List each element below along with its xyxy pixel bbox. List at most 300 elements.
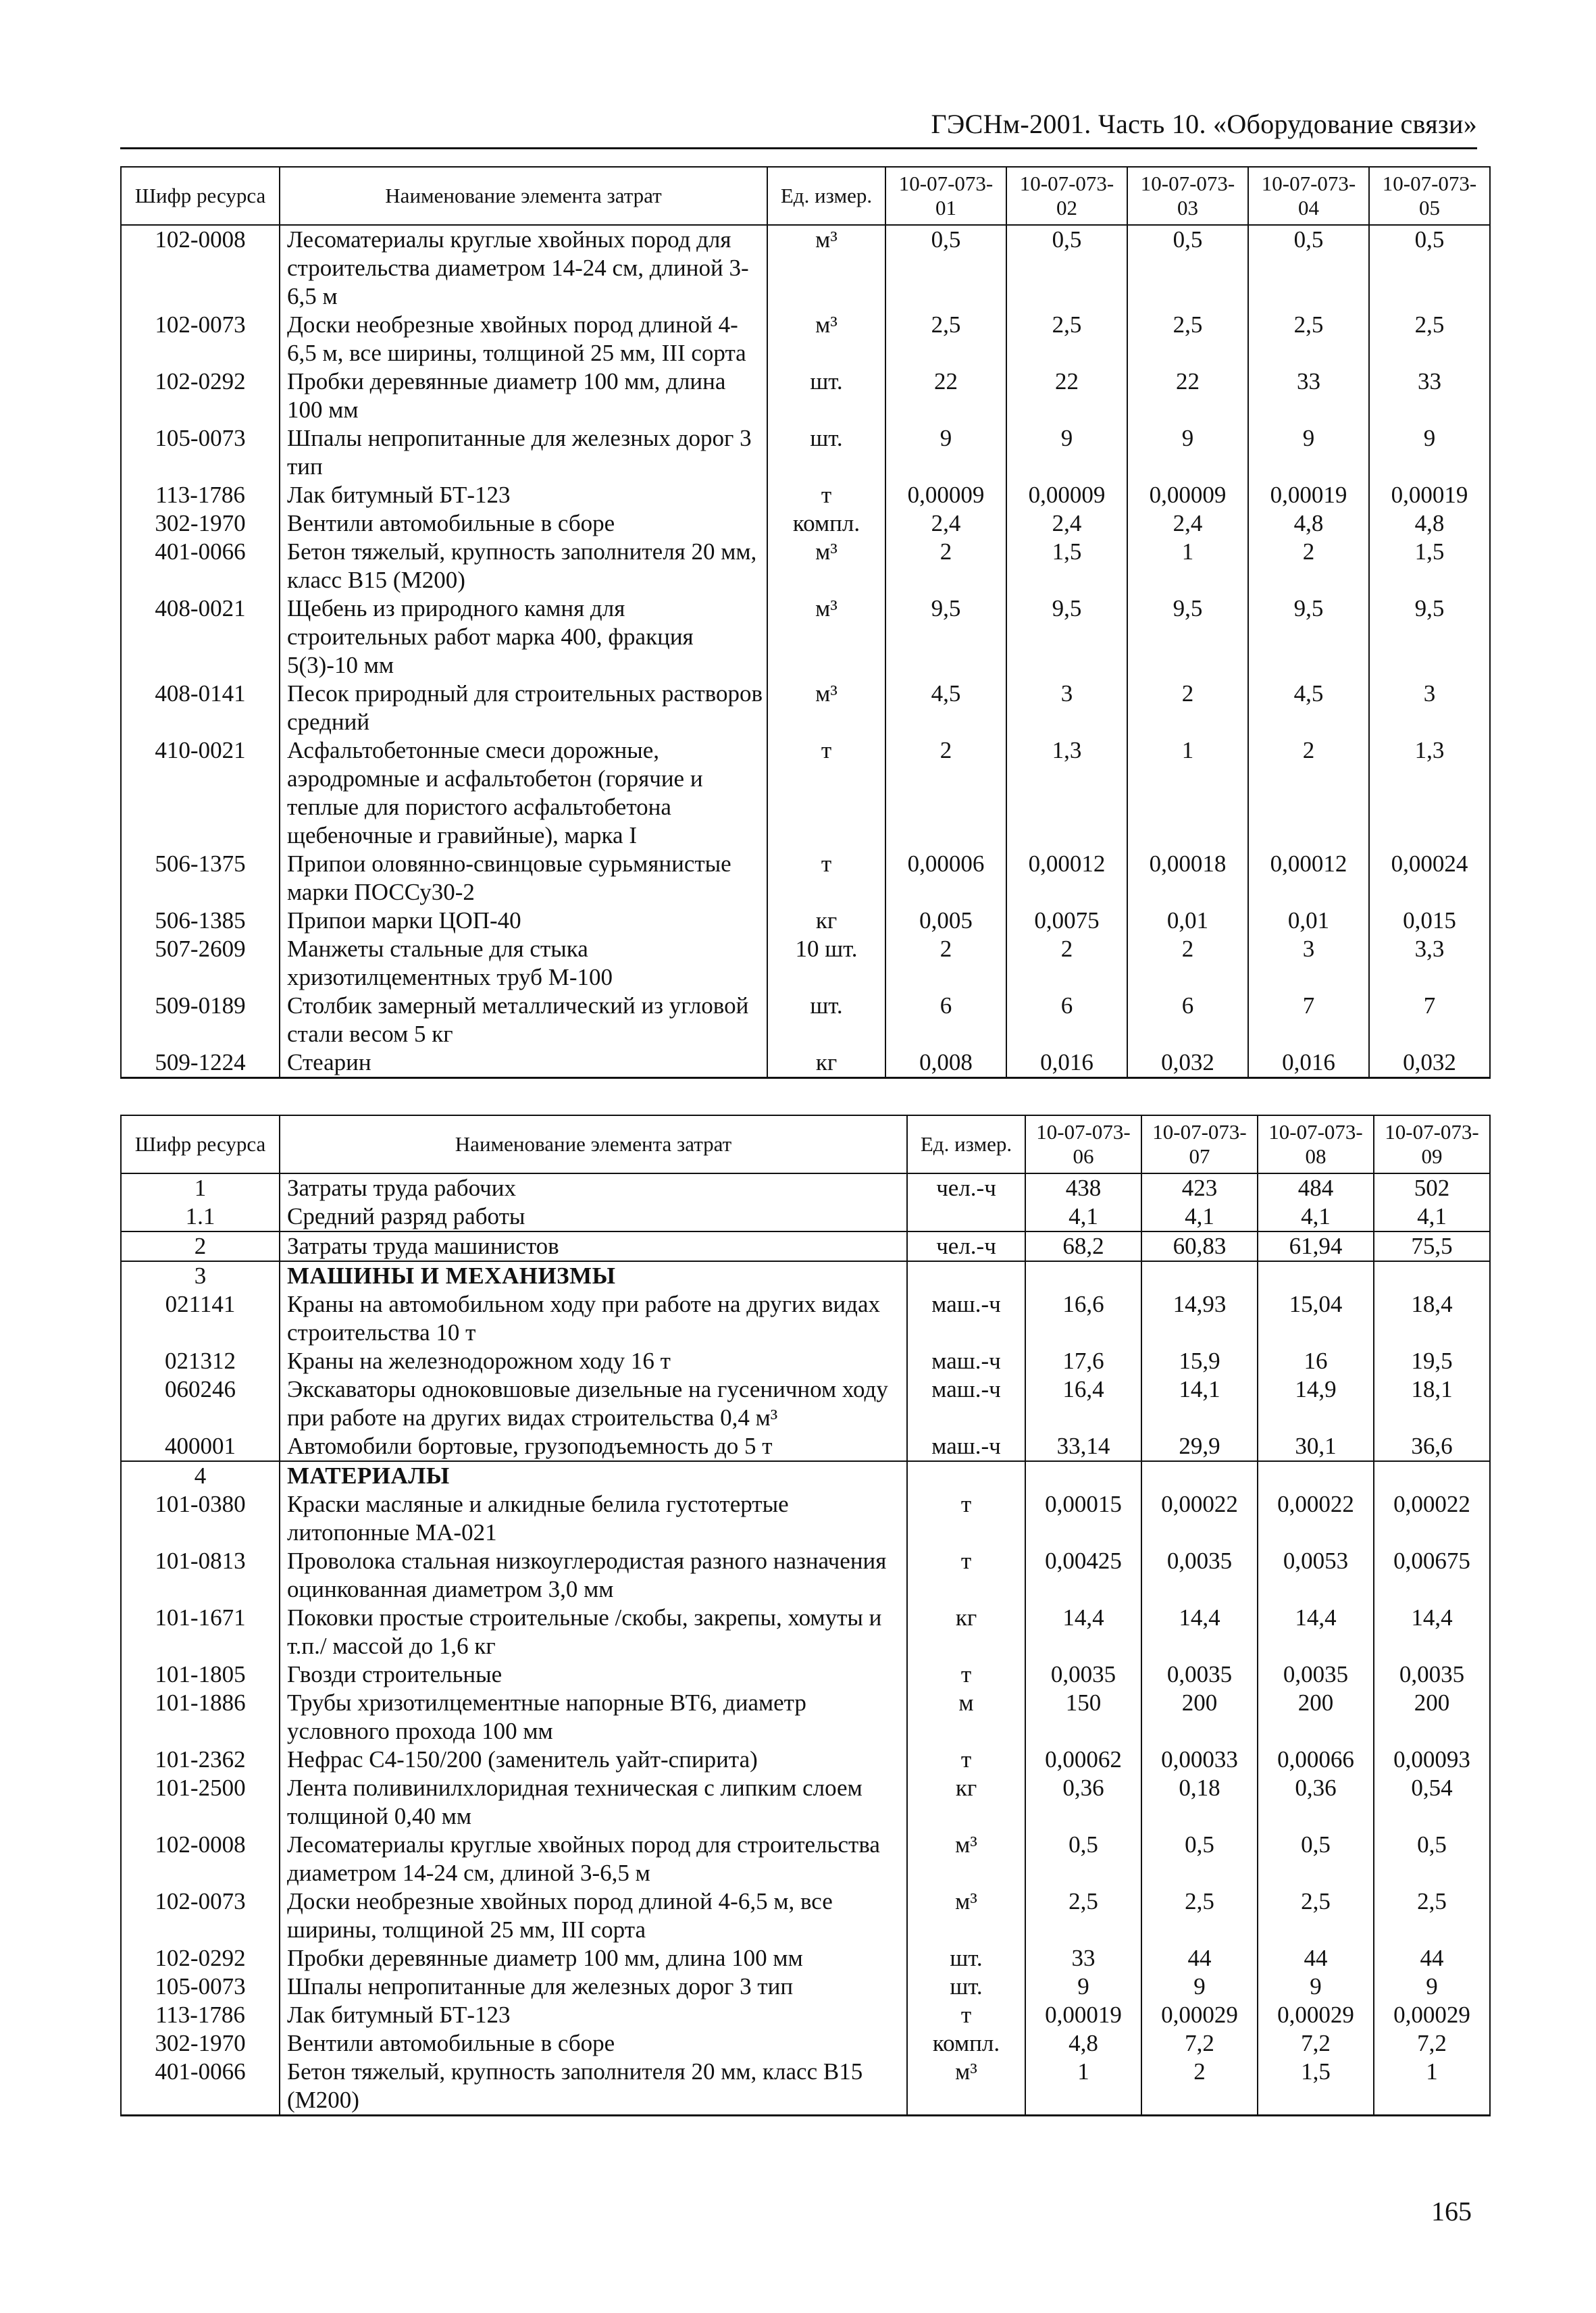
value-cell: 6 — [885, 992, 1006, 1048]
value-cell: 0,00024 — [1369, 850, 1490, 907]
value-cell: 0,016 — [1248, 1048, 1369, 1078]
resource-code-cell: 506-1375 — [121, 850, 280, 907]
col-header-code: Шифр ресурса — [121, 167, 280, 225]
value-cell: 4,1 — [1258, 1202, 1374, 1231]
value-cell: 7 — [1248, 992, 1369, 1048]
unit-cell: м³ — [767, 311, 885, 367]
value-cell: 9,5 — [1127, 594, 1248, 680]
table-row — [121, 367, 1490, 424]
col-header-code: Шифр ресурса — [121, 1115, 280, 1173]
value-cell: 33 — [1248, 367, 1369, 424]
value-cell: 2,5 — [1127, 311, 1248, 367]
value-cell: 0,5 — [1248, 225, 1369, 311]
unit-cell: маш.-ч — [907, 1375, 1025, 1432]
resource-code-cell: 302-1970 — [121, 2029, 280, 2058]
resource-code-cell: 101-1886 — [121, 1689, 280, 1746]
value-cell: 16,6 — [1025, 1290, 1141, 1347]
value-cell: 0,0035 — [1258, 1660, 1374, 1689]
resource-code-cell: 401-0066 — [121, 538, 280, 594]
value-cell — [1025, 1461, 1141, 1490]
resource-code-cell: 408-0021 — [121, 594, 280, 680]
value-cell: 0,5 — [1006, 225, 1127, 311]
resource-code-cell: 102-0008 — [121, 225, 280, 311]
table-row — [121, 538, 1490, 594]
resource-name-cell: Шпалы непропитанные для железных дорог 3 тип — [280, 1973, 907, 2001]
value-cell: 0,54 — [1374, 1774, 1490, 1831]
resource-code-cell: 021312 — [121, 1347, 280, 1375]
table-body-2 — [121, 1173, 1490, 2116]
value-cell: 22 — [885, 367, 1006, 424]
unit-cell: шт. — [907, 1944, 1025, 1973]
table-row — [121, 1347, 1490, 1375]
table-row — [121, 1048, 1490, 1078]
resource-table-2 — [120, 1115, 1491, 2116]
value-cell: 1 — [1374, 2058, 1490, 2116]
value-cell: 22 — [1127, 367, 1248, 424]
resource-name-cell: Поковки простые строительные /скобы, закрепы, хомуты и т.п./ массой до 1,6 кг — [280, 1604, 907, 1660]
table-row — [121, 736, 1490, 850]
value-cell: 0,0035 — [1025, 1660, 1141, 1689]
table-row — [121, 1432, 1490, 1461]
resource-name-cell: Припои марки ЦОП-40 — [280, 907, 767, 935]
value-cell: 0,00019 — [1369, 481, 1490, 509]
value-cell: 438 — [1025, 1173, 1141, 1202]
value-cell: 1,3 — [1006, 736, 1127, 850]
value-cell: 4,8 — [1369, 509, 1490, 538]
value-cell: 0,00009 — [885, 481, 1006, 509]
value-cell: 2,4 — [885, 509, 1006, 538]
table-row — [121, 1231, 1490, 1261]
resource-name-cell: Краны на автомобильном ходу при работе на других видах строительства 10 т — [280, 1290, 907, 1347]
table-row — [121, 1973, 1490, 2001]
value-cell: 0,00019 — [1025, 2001, 1141, 2029]
table-row — [121, 311, 1490, 367]
value-cell: 0,5 — [1258, 1831, 1374, 1887]
value-cell: 75,5 — [1374, 1231, 1490, 1261]
value-cell: 0,5 — [1127, 225, 1248, 311]
value-cell: 14,4 — [1374, 1604, 1490, 1660]
value-cell: 0,00022 — [1258, 1490, 1374, 1547]
value-cell: 9,5 — [1369, 594, 1490, 680]
value-cell: 3 — [1006, 680, 1127, 736]
value-cell: 44 — [1258, 1944, 1374, 1973]
resource-code-cell: 507-2609 — [121, 935, 280, 992]
value-cell: 0,00009 — [1127, 481, 1248, 509]
value-cell: 4,8 — [1248, 509, 1369, 538]
unit-cell: шт. — [767, 424, 885, 481]
value-cell: 0,00029 — [1258, 2001, 1374, 2029]
value-cell: 4,8 — [1025, 2029, 1141, 2058]
value-cell: 60,83 — [1141, 1231, 1258, 1261]
table-row — [121, 225, 1490, 311]
resource-name-cell: Манжеты стальные для стыка хризотилцементных труб М-100 — [280, 935, 767, 992]
value-cell: 30,1 — [1258, 1432, 1374, 1461]
value-cell: 17,6 — [1025, 1347, 1141, 1375]
value-cell: 4,1 — [1025, 1202, 1141, 1231]
unit-cell: маш.-ч — [907, 1432, 1025, 1461]
col-header-norm: 10-07-073-03 — [1127, 167, 1248, 225]
value-cell: 1,5 — [1369, 538, 1490, 594]
resource-code-cell: 105-0073 — [121, 1973, 280, 2001]
value-cell: 2,5 — [885, 311, 1006, 367]
resource-code-cell: 101-0380 — [121, 1490, 280, 1547]
resource-name-cell: Затраты труда рабочих — [280, 1173, 907, 1202]
value-cell: 3 — [1369, 680, 1490, 736]
resource-name-cell: Припои оловянно-свинцовые сурьмянистые марки ПОССу30-2 — [280, 850, 767, 907]
resource-code-cell: 101-2362 — [121, 1746, 280, 1774]
value-cell: 0,00012 — [1248, 850, 1369, 907]
value-cell: 0,00093 — [1374, 1746, 1490, 1774]
value-cell: 9 — [1369, 424, 1490, 481]
unit-cell: м³ — [767, 225, 885, 311]
value-cell: 1 — [1127, 736, 1248, 850]
table-header-row — [121, 167, 1490, 225]
resource-code-cell: 1.1 — [121, 1202, 280, 1231]
resource-code-cell: 3 — [121, 1261, 280, 1290]
resource-name-cell: Проволока стальная низкоуглеродистая разного назначения оцинкованная диаметром 3,0 мм — [280, 1547, 907, 1604]
value-cell — [1374, 1261, 1490, 1290]
unit-cell: т — [907, 1660, 1025, 1689]
table-row — [121, 1547, 1490, 1604]
value-cell: 0,18 — [1141, 1774, 1258, 1831]
unit-cell: чел.-ч — [907, 1173, 1025, 1202]
table-row — [121, 2001, 1490, 2029]
table-row — [121, 1774, 1490, 1831]
resource-code-cell: 102-0073 — [121, 311, 280, 367]
table-row — [121, 2058, 1490, 2116]
resource-name-cell: Асфальтобетонные смеси дорожные, аэродромные и асфальтобетон (горячие и теплые для пористого асфальтобетона щебеночные и гравийные), марка I — [280, 736, 767, 850]
value-cell: 33 — [1369, 367, 1490, 424]
resource-code-cell: 408-0141 — [121, 680, 280, 736]
value-cell: 2 — [885, 935, 1006, 992]
table-row — [121, 594, 1490, 680]
unit-cell: 10 шт. — [767, 935, 885, 992]
value-cell: 4,1 — [1141, 1202, 1258, 1231]
value-cell: 200 — [1374, 1689, 1490, 1746]
value-cell: 2,4 — [1127, 509, 1248, 538]
unit-cell: м³ — [767, 538, 885, 594]
value-cell: 2,5 — [1248, 311, 1369, 367]
table-row — [121, 1831, 1490, 1887]
unit-cell: м³ — [767, 680, 885, 736]
unit-cell: кг — [767, 907, 885, 935]
value-cell: 2,5 — [1141, 1887, 1258, 1944]
resource-name-cell: Трубы хризотилцементные напорные ВТ6, диаметр условного прохода 100 мм — [280, 1689, 907, 1746]
table-row — [121, 1290, 1490, 1347]
value-cell: 0,5 — [1374, 1831, 1490, 1887]
col-header-norm: 10-07-073-07 — [1141, 1115, 1258, 1173]
table-row — [121, 424, 1490, 481]
unit-cell: т — [767, 736, 885, 850]
value-cell: 9 — [1141, 1973, 1258, 2001]
value-cell: 0,0035 — [1141, 1660, 1258, 1689]
unit-cell: м — [907, 1689, 1025, 1746]
value-cell: 7,2 — [1141, 2029, 1258, 2058]
value-cell: 0,5 — [1369, 225, 1490, 311]
value-cell: 2,5 — [1369, 311, 1490, 367]
value-cell: 36,6 — [1374, 1432, 1490, 1461]
resource-name-cell: Пробки деревянные диаметр 100 мм, длина 100 мм — [280, 1944, 907, 1973]
value-cell: 0,032 — [1369, 1048, 1490, 1078]
resource-code-cell: 506-1385 — [121, 907, 280, 935]
value-cell: 14,9 — [1258, 1375, 1374, 1432]
resource-name-cell: Автомобили бортовые, грузоподъемность до 5 т — [280, 1432, 907, 1461]
unit-cell: м³ — [767, 594, 885, 680]
value-cell: 2,5 — [1374, 1887, 1490, 1944]
value-cell: 68,2 — [1025, 1231, 1141, 1261]
table-row — [121, 1461, 1490, 1490]
resource-code-cell: 101-1805 — [121, 1660, 280, 1689]
unit-cell: шт. — [767, 367, 885, 424]
value-cell: 0,0035 — [1374, 1660, 1490, 1689]
value-cell: 1 — [1025, 2058, 1141, 2116]
value-cell: 200 — [1258, 1689, 1374, 1746]
unit-cell: т — [767, 481, 885, 509]
value-cell: 0,00033 — [1141, 1746, 1258, 1774]
value-cell: 0,032 — [1127, 1048, 1248, 1078]
value-cell: 15,9 — [1141, 1347, 1258, 1375]
value-cell — [1258, 1461, 1374, 1490]
col-header-norm: 10-07-073-06 — [1025, 1115, 1141, 1173]
value-cell: 0,00015 — [1025, 1490, 1141, 1547]
resource-name-cell: Песок природный для строительных растворов средний — [280, 680, 767, 736]
unit-cell: шт. — [767, 992, 885, 1048]
col-header-norm: 10-07-073-05 — [1369, 167, 1490, 225]
resource-code-cell: 101-1671 — [121, 1604, 280, 1660]
value-cell: 2 — [1248, 538, 1369, 594]
resource-code-cell: 102-0008 — [121, 1831, 280, 1887]
value-cell: 19,5 — [1374, 1347, 1490, 1375]
table-row — [121, 935, 1490, 992]
col-header-name: Наименование элемента затрат — [280, 1115, 907, 1173]
table-row — [121, 1173, 1490, 1202]
value-cell — [1141, 1261, 1258, 1290]
value-cell: 0,0035 — [1141, 1547, 1258, 1604]
value-cell: 4,5 — [1248, 680, 1369, 736]
value-cell: 2,4 — [1006, 509, 1127, 538]
resource-code-cell: 401-0066 — [121, 2058, 280, 2116]
value-cell: 0,00029 — [1374, 2001, 1490, 2029]
value-cell — [1025, 1261, 1141, 1290]
value-cell: 0,00019 — [1248, 481, 1369, 509]
resource-name-cell: Пробки деревянные диаметр 100 мм, длина 100 мм — [280, 367, 767, 424]
value-cell: 9,5 — [1006, 594, 1127, 680]
value-cell: 6 — [1127, 992, 1248, 1048]
page-header: ГЭСНм-2001. Часть 10. «Оборудование связи» — [931, 109, 1477, 139]
unit-cell — [907, 1202, 1025, 1231]
value-cell: 1,5 — [1258, 2058, 1374, 2116]
resource-name-cell: Щебень из природного камня для строительных работ марка 400, фракция 5(3)-10 мм — [280, 594, 767, 680]
value-cell: 0,00018 — [1127, 850, 1248, 907]
resource-code-cell: 060246 — [121, 1375, 280, 1432]
resource-name-cell: Бетон тяжелый, крупность заполнителя 20 мм, класс В15 (М200) — [280, 2058, 907, 2116]
value-cell: 2 — [885, 736, 1006, 850]
resource-code-cell: 101-2500 — [121, 1774, 280, 1831]
value-cell: 9 — [1374, 1973, 1490, 2001]
resource-code-cell: 509-1224 — [121, 1048, 280, 1078]
value-cell: 9 — [1127, 424, 1248, 481]
value-cell: 1,5 — [1006, 538, 1127, 594]
resource-code-cell: 410-0021 — [121, 736, 280, 850]
value-cell: 0,00066 — [1258, 1746, 1374, 1774]
value-cell: 3 — [1248, 935, 1369, 992]
unit-cell: маш.-ч — [907, 1290, 1025, 1347]
resource-table-1 — [120, 166, 1491, 1079]
resource-code-cell: 102-0073 — [121, 1887, 280, 1944]
col-header-norm: 10-07-073-08 — [1258, 1115, 1374, 1173]
col-header-unit: Ед. измер. — [907, 1115, 1025, 1173]
unit-cell: маш.-ч — [907, 1347, 1025, 1375]
resource-code-cell: 105-0073 — [121, 424, 280, 481]
value-cell: 2 — [1127, 935, 1248, 992]
table-row — [121, 1490, 1490, 1547]
value-cell: 14,93 — [1141, 1290, 1258, 1347]
resource-name-cell: Гвозди строительные — [280, 1660, 907, 1689]
resource-name-cell: Столбик замерный металлический из угловой стали весом 5 кг — [280, 992, 767, 1048]
table-row — [121, 2029, 1490, 2058]
unit-cell: т — [907, 2001, 1025, 2029]
col-header-norm: 10-07-073-01 — [885, 167, 1006, 225]
unit-cell: т — [907, 1490, 1025, 1547]
value-cell: 0,0053 — [1258, 1547, 1374, 1604]
value-cell: 61,94 — [1258, 1231, 1374, 1261]
table-row — [121, 850, 1490, 907]
value-cell: 14,4 — [1141, 1604, 1258, 1660]
table-row — [121, 907, 1490, 935]
value-cell: 22 — [1006, 367, 1127, 424]
value-cell: 15,04 — [1258, 1290, 1374, 1347]
table-row — [121, 1202, 1490, 1231]
value-cell: 0,00012 — [1006, 850, 1127, 907]
value-cell: 502 — [1374, 1173, 1490, 1202]
value-cell: 9 — [1258, 1973, 1374, 2001]
resource-code-cell: 102-0292 — [121, 367, 280, 424]
resource-name-cell: Доски необрезные хвойных пород длиной 4-6,5 м, все ширины, толщиной 25 мм, III сорта — [280, 1887, 907, 1944]
unit-cell: компл. — [767, 509, 885, 538]
value-cell: 2,5 — [1025, 1887, 1141, 1944]
value-cell: 9,5 — [1248, 594, 1369, 680]
value-cell: 9 — [1248, 424, 1369, 481]
value-cell: 0,5 — [1025, 1831, 1141, 1887]
value-cell: 33,14 — [1025, 1432, 1141, 1461]
value-cell: 14,4 — [1258, 1604, 1374, 1660]
value-cell: 2 — [1248, 736, 1369, 850]
col-header-norm: 10-07-073-02 — [1006, 167, 1127, 225]
resource-code-cell: 2 — [121, 1231, 280, 1261]
table-row — [121, 1746, 1490, 1774]
resource-code-cell: 113-1786 — [121, 481, 280, 509]
resource-name-cell: Вентили автомобильные в сборе — [280, 2029, 907, 2058]
value-cell: 0,00022 — [1374, 1490, 1490, 1547]
value-cell: 0,5 — [1141, 1831, 1258, 1887]
value-cell: 0,01 — [1248, 907, 1369, 935]
resource-name-cell: Стеарин — [280, 1048, 767, 1078]
unit-cell: шт. — [907, 1973, 1025, 2001]
value-cell — [1141, 1461, 1258, 1490]
unit-cell — [907, 1261, 1025, 1290]
resource-name-cell: Экскаваторы одноковшовые дизельные на гусеничном ходу при работе на других видах строительства 0,4 м³ — [280, 1375, 907, 1432]
resource-name-cell: Краски масляные и алкидные белила густотертые литопонные МА-021 — [280, 1490, 907, 1547]
value-cell: 18,4 — [1374, 1290, 1490, 1347]
table-row — [121, 1944, 1490, 1973]
resource-name-cell: Затраты труда машинистов — [280, 1231, 907, 1261]
resource-name-cell: Лак битумный БТ-123 — [280, 2001, 907, 2029]
table-row — [121, 1887, 1490, 1944]
value-cell: 14,1 — [1141, 1375, 1258, 1432]
unit-cell: м³ — [907, 1831, 1025, 1887]
header-rule — [120, 147, 1477, 149]
value-cell: 484 — [1258, 1173, 1374, 1202]
resource-code-cell: 1 — [121, 1173, 280, 1202]
value-cell: 0,008 — [885, 1048, 1006, 1078]
resource-code-cell: 102-0292 — [121, 1944, 280, 1973]
value-cell: 4,5 — [885, 680, 1006, 736]
resource-name-cell: Лесоматериалы круглые хвойных пород для строительства диаметром 14-24 см, длиной 3-6,5 м — [280, 225, 767, 311]
value-cell — [1258, 1261, 1374, 1290]
unit-cell: кг — [767, 1048, 885, 1078]
resource-code-cell: 101-0813 — [121, 1547, 280, 1604]
resource-name-cell: Краны на железнодорожном ходу 16 т — [280, 1347, 907, 1375]
table-row — [121, 1689, 1490, 1746]
resource-code-cell: 400001 — [121, 1432, 280, 1461]
value-cell: 0,00425 — [1025, 1547, 1141, 1604]
value-cell: 0,00022 — [1141, 1490, 1258, 1547]
table-row — [121, 481, 1490, 509]
value-cell: 14,4 — [1025, 1604, 1141, 1660]
value-cell: 0,00009 — [1006, 481, 1127, 509]
value-cell: 0,01 — [1127, 907, 1248, 935]
resource-name-cell: МАШИНЫ И МЕХАНИЗМЫ — [280, 1261, 907, 1290]
unit-cell: м³ — [907, 1887, 1025, 1944]
resource-name-cell: Вентили автомобильные в сборе — [280, 509, 767, 538]
value-cell: 7 — [1369, 992, 1490, 1048]
resource-name-cell: Средний разряд работы — [280, 1202, 907, 1231]
resource-name-cell: Лесоматериалы круглые хвойных пород для строительства диаметром 14-24 см, длиной 3-6,5 м — [280, 1831, 907, 1887]
resource-name-cell: Бетон тяжелый, крупность заполнителя 20 мм, класс В15 (М200) — [280, 538, 767, 594]
value-cell: 0,36 — [1025, 1774, 1141, 1831]
unit-cell: чел.-ч — [907, 1231, 1025, 1261]
value-cell: 2 — [1141, 2058, 1258, 2116]
value-cell: 44 — [1141, 1944, 1258, 1973]
resource-name-cell: Доски необрезные хвойных пород длиной 4-6,5 м, все ширины, толщиной 25 мм, III сорта — [280, 311, 767, 367]
resource-name-cell: Лак битумный БТ-123 — [280, 481, 767, 509]
value-cell: 44 — [1374, 1944, 1490, 1973]
resource-name-cell: Нефрас С4-150/200 (заменитель уайт-спирита) — [280, 1746, 907, 1774]
value-cell: 150 — [1025, 1689, 1141, 1746]
value-cell: 200 — [1141, 1689, 1258, 1746]
value-cell: 0,00675 — [1374, 1547, 1490, 1604]
value-cell: 9,5 — [885, 594, 1006, 680]
value-cell — [1374, 1461, 1490, 1490]
value-cell: 16 — [1258, 1347, 1374, 1375]
value-cell: 2 — [1006, 935, 1127, 992]
value-cell: 0,00006 — [885, 850, 1006, 907]
table-header-row — [121, 1115, 1490, 1173]
value-cell: 4,1 — [1374, 1202, 1490, 1231]
unit-cell: м³ — [907, 2058, 1025, 2116]
value-cell: 2 — [885, 538, 1006, 594]
unit-cell: т — [907, 1547, 1025, 1604]
table-row — [121, 1261, 1490, 1290]
value-cell: 2 — [1127, 680, 1248, 736]
value-cell: 0,36 — [1258, 1774, 1374, 1831]
value-cell: 2,5 — [1006, 311, 1127, 367]
resource-name-cell: Шпалы непропитанные для железных дорог 3 тип — [280, 424, 767, 481]
col-header-name: Наименование элемента затрат — [280, 167, 767, 225]
value-cell: 9 — [1006, 424, 1127, 481]
table-row — [121, 680, 1490, 736]
resource-code-cell: 021141 — [121, 1290, 280, 1347]
